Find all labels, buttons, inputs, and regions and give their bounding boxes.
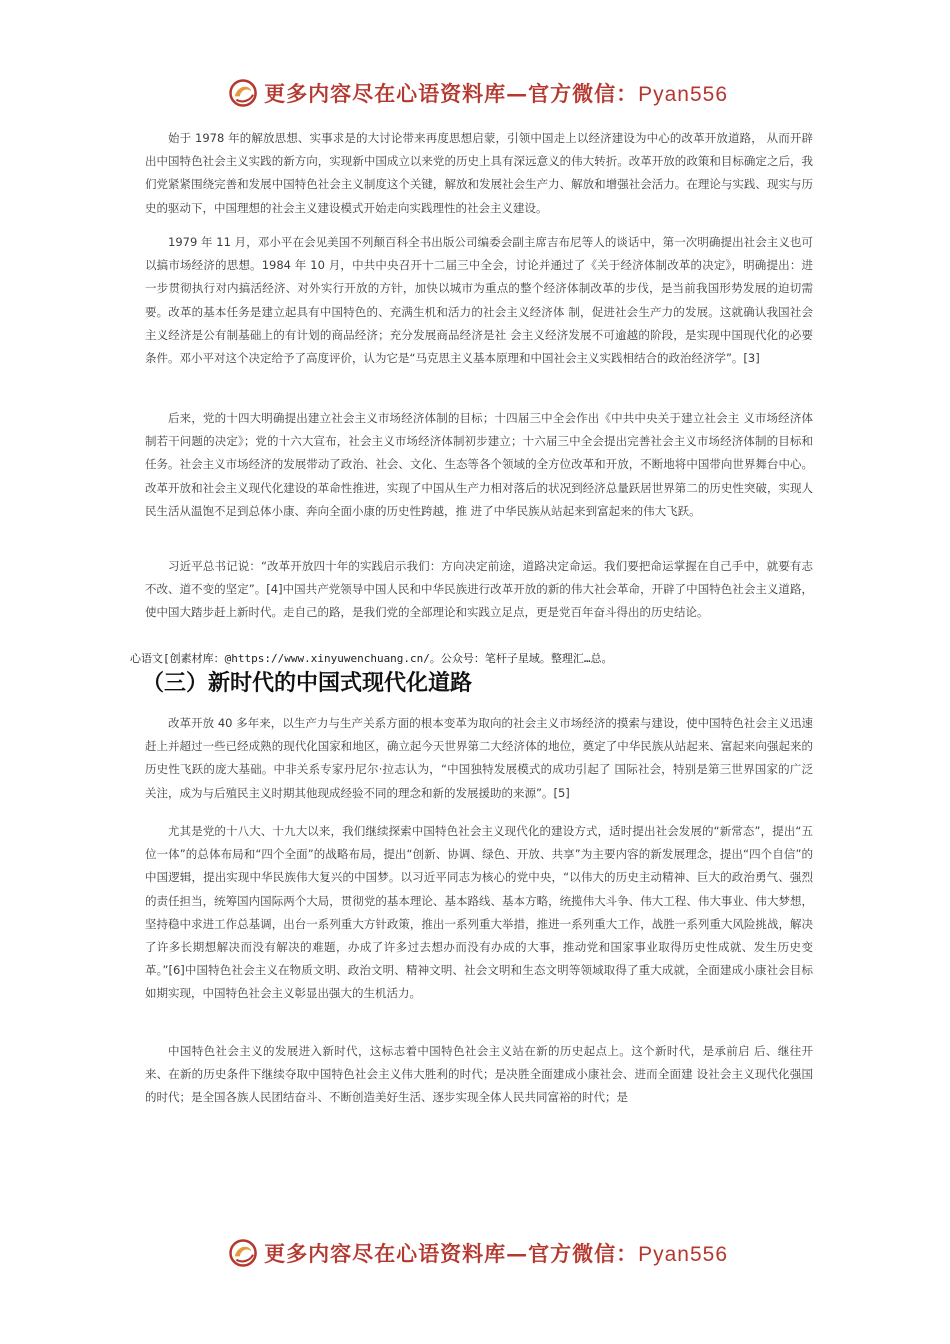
swirl-logo-icon (228, 1235, 258, 1271)
paragraph-6: 尤其是党的十八大、十九大以来，我们继续探索中国特色社会主义现代化的建设方式，适时提出社会发展的“新常态”，提出“五位一体”的总体布局和“四个全面”的战略布局，提出“创新、协调、绿色、开放、共享”为主要内容的新发展理念，提出“四个自信”的中国逻辑，提出实现中华民族伟大复兴的中国梦。以习近平同志为核心的党中央，“以伟大的历史主动精神、巨大的政治勇气、强烈的责任担当，统筹国内国际两个大局，贯彻党的基本理论、基本路线、基本方略，统揽伟大斗争、伟大工程、伟大事业、伟大梦想，坚持稳中求进工作总基调，出台一系列重大方针政策，推出一系列重大举措，推进一系列重大工作，战胜一系列重大风险挑战，解决了许多长期想解决而没有解决的难题，办成了许多过去想办而没有办成的大事，推动党和国家事业取得历史性成就、发生历史变革。”[6]中国特色社会主义在物质文明、政治文明、精神文明、社会文明和生态文明等领域取得了重大成就，全面建成小康社会目标如期实现，中国特色社会主义彰显出强大的生机活力。 (145, 824, 813, 1001)
paragraph-2: 1979 年 11 月，邓小平在会见美国不列颠百科全书出版公司编委会副主席吉布尼等人的谈话中，第一次明确提出社会主义也可以搞市场经济的思想。1984 年 10 月，中共中央召开十二届三中全会，讨论并通过了《关于经济体制改革的决定》，明确提出：进一步贯彻执行对内搞活经济、对外实行开放的方针，加快以城市为重点的整个经济体制改革的步伐，是当前我国形势发展的迫切需要。改革的基本任务是建立起具有中国特色的、充满生机和活力的社会主义经济体 制，促进社会生产力的发展。这就确认我国社会主义经济是公有制基础上的有计划的商品经济；充分发展商品经济是社 会主义经济发展不可逾越的阶段，是实现中国现代化的必要条件。邓小平对这个决定给予了高度评价，认为它是“马克思主义基本原理和中国社会主义实践相结合的政治经济学”。[3] (145, 235, 813, 366)
footer-banner (228, 1233, 728, 1273)
paragraph-7: 中国特色社会主义的发展进入新时代，这标志着中国特色社会主义站在新的历史起点上。这个新时代，是承前启 后、继往开来、在新的历史条件下继续夺取中国特色社会主义伟大胜利的时代；是决胜全面建成小康社会、进而全面建 设社会主义现代化强国的时代；是全国各族人民团结奋斗、不断创造美好生活、逐步实现全体人民共同富裕的时代；是 (145, 1044, 813, 1105)
header-banner (228, 73, 728, 113)
banner-text: 更多内容尽在心语资料库—官方微信：Pyan556 (264, 1241, 728, 1266)
swirl-logo-icon (228, 75, 258, 111)
paragraph-5: 改革开放 40 多年来，以生产力与生产关系方面的根本变革为取向的社会主义市场经济的摸索与建设，使中国特色社会主义迅速赶上并超过一些已经成熟的现代化国家和地区，确立起今天世界第二大经济体的地位，奠定了中华民族从站起来、富起来向强起来的历史性飞跃的庞大基础。中非关系专家丹尼尔·拉志认为，“中国独特发展模式的成功引起了 国际社会，特别是第三世界国家的广泛关注，成为与后殖民主义时期其他现成经验不同的理念和新的发展援助的来源”。[5] (145, 716, 813, 800)
section-heading: （三）新时代的中国式现代化道路 (142, 671, 473, 696)
paragraph-4: 习近平总书记说：“改革开放四十年的实践启示我们：方向决定前途，道路决定命运。我们要把命运掌握在自己手中，就要有志不改、道不变的坚定”。[4]中国共产党领导中国人民和中华民族进行改革开放的新的伟大社会革命，开辟了中国特色社会主义道路，使中国大踏步赶上新时代。走自己的路，是我们党的全部理论和实践立足点，更是党百年奋斗得出的历史结论。 (145, 559, 813, 620)
wechat-id: Pyan556 (638, 83, 728, 106)
banner-text: 更多内容尽在心语资料库—官方微信：Pyan556 (264, 81, 728, 106)
paragraph-1: 始于 1978 年的解放思想、实事求是的大讨论带来再度思想启蒙，引领中国走上以经济建设为中心的改革开放道路， 从而开辟出中国特色社会主义实践的新方向，实现新中国成立以来党的历史上具有深远意义的伟大转折。改革开放的政策和目标确定之后，我们党紧紧围绕完善和发展中国特色社会主义制度这个关键，解放和发展社会生产力、解放和增强社会活力。在理论与实践、现实与历史的驱动下，中国理想的社会主义建设模式开始走向实践理性的社会主义建设。 (145, 131, 813, 215)
paragraph-3: 后来，党的十四大明确提出建立社会主义市场经济体制的目标；十四届三中全会作出《中共中央关于建立社会主 义市场经济体制若干问题的决定》；党的十六大宣布，社会主义市场经济体制初步建立；十六届三中全会提出完善社会主义市场经济体制的目标和任务。社会主义市场经济的发展带动了政治、社会、文化、生态等各个领域的全方位改革和开放，不断地将中国带向世界舞台中心。改革开放和社会主义现代化建设的革命性推进，实现了中国从生产力相对落后的状况到经济总量跃居世界第二的历史性突破，实现人民生活从温饱不足到总体小康、奔向全面小康的历史性跨越，推 进了中华民族从站起来到富起来的伟大飞跃。 (145, 411, 813, 518)
source-note: 心语文[创素材库：@https://www.xinyuwenchuang.cn/。公众号：笔杆子星域。整理汇…总。 (130, 652, 613, 665)
wechat-id: Pyan556 (638, 1243, 728, 1266)
